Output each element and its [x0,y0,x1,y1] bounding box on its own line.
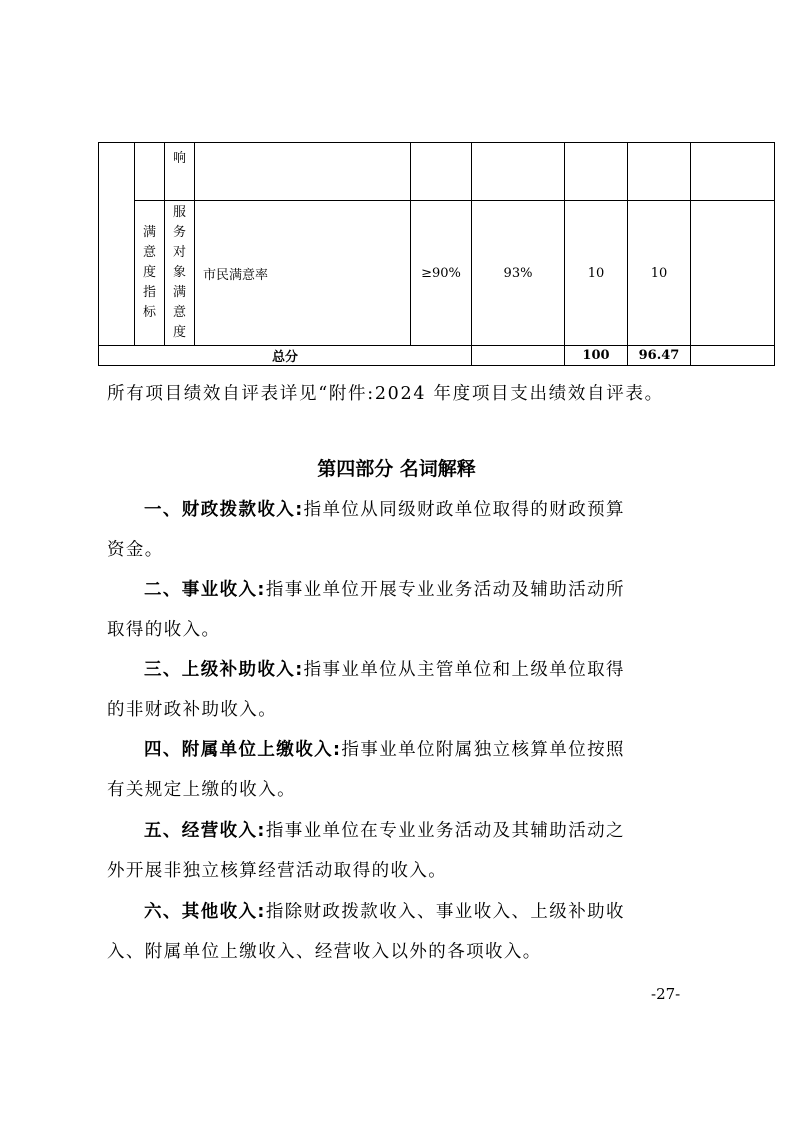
cell-impact-sub: 响 [165,143,195,201]
cell-score: 10 [628,201,691,346]
definition-line: 五、经营收入:指事业单位在专业业务活动及其辅助活动之 [144,821,625,841]
char: 度 [172,325,186,340]
definition-2 [107,570,697,650]
definition-line: 的非财政补助收入。 [107,700,278,720]
char: 意 [172,305,186,320]
definition-line: 四、附属单位上缴收入:指事业单位附属独立核算单位按照 [144,740,625,760]
char: 象 [172,265,186,280]
definition-3 [107,650,697,730]
char: 意 [142,245,156,260]
cell-level2-blank [135,143,165,201]
section-heading: 第四部分 名词解释 [317,458,476,480]
char: 指 [142,285,156,300]
definition-line: 入、附属单位上缴收入、经营收入以外的各项收入。 [107,942,542,962]
definition-4 [107,730,697,810]
cell-total-score: 96.47 [628,346,691,366]
definition-term: 一、财政拨款收入: [144,500,304,520]
definition-line: 一、财政拨款收入:指单位从同级财政单位取得的财政预算 [144,500,625,520]
definition-term: 三、上级补助收入: [144,660,304,680]
char: 标 [142,305,156,320]
definition-line: 六、其他收入:指除财政拨款收入、事业收入、上级补助收 [144,902,625,922]
performance-table [98,142,775,366]
cell-weight: 10 [565,201,628,346]
cell-satisfaction-sub [165,201,195,346]
char: 服 [172,205,186,220]
table-row-impact [99,143,775,201]
cell-total-weight: 100 [565,346,628,366]
cell-total-label: 总分 [99,346,472,366]
cell-blank [691,201,775,346]
definition-line: 外开展非独立核算经营活动取得的收入。 [107,861,448,881]
definition-term: 五、经营收入: [144,821,266,841]
cell-blank [691,346,775,366]
char: 务 [172,225,186,240]
char: 对 [172,245,186,260]
attachment-note: 所有项目绩效自评表详见“附件:2024 年度项目支出绩效自评表。 [107,384,664,404]
cell-level1-blank [99,143,135,346]
table-row-satisfaction [99,201,775,346]
cell-blank [628,143,691,201]
page-number: -27- [651,985,681,1003]
cell-blank [565,143,628,201]
cell-blank [472,346,565,366]
definition-6 [107,892,697,972]
cell-blank [195,143,411,201]
definition-5 [107,811,697,891]
cell-blank [472,143,565,201]
char: 度 [142,265,156,280]
char: 满 [172,285,186,300]
definition-term: 六、其他收入: [144,902,266,922]
definition-line: 二、事业收入:指事业单位开展专业业务活动及辅助活动所 [144,580,625,600]
definition-line: 资金。 [107,540,164,560]
cell-indicator: 市民满意率 [195,201,411,346]
definition-term: 四、附属单位上缴收入: [144,740,342,760]
table-row-total [99,346,775,366]
cell-satisfaction-category [135,201,165,346]
definition-line: 三、上级补助收入:指事业单位从主管单位和上级单位取得 [144,660,625,680]
definition-line: 取得的收入。 [107,620,221,640]
cell-actual: 93% [472,201,565,346]
definition-line: 有关规定上缴的收入。 [107,780,296,800]
cell-blank [411,143,472,201]
char: 满 [142,225,156,240]
definition-term: 二、事业收入: [144,580,266,600]
cell-target: ≥90% [411,201,472,346]
cell-blank [691,143,775,201]
definition-1 [107,490,697,570]
